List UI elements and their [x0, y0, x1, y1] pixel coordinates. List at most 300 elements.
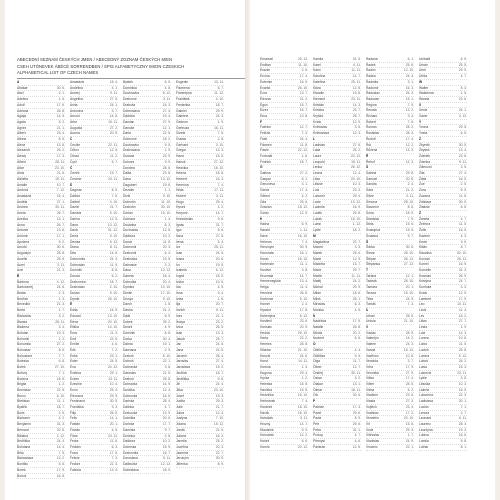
name-text: Bibiána: [17, 433, 28, 438]
name-column: [366, 57, 414, 451]
name-text: Ladislava: [419, 399, 433, 404]
name-day-date: 6. 2.: [111, 273, 118, 278]
name-text: Olga: [313, 359, 320, 364]
name-text: Hlaváček: [260, 427, 274, 432]
name-day-date: 4. 8.: [164, 85, 171, 90]
name-text: Gedeon: [176, 119, 188, 124]
name-day-date: 6. 11.: [458, 416, 467, 421]
name-day-date: 11. 7.: [352, 359, 361, 364]
name-day-date: 21. 7.: [109, 205, 118, 210]
name-text: Lukrecie: [419, 370, 432, 375]
name-day-date: 17. 5.: [109, 450, 118, 455]
name-text: Dalibožka: [123, 462, 138, 467]
name-text: D: [70, 182, 73, 187]
name-text: Vojtěch: [366, 404, 377, 409]
name-day-date: 10. 11.: [457, 302, 467, 307]
name-day-date: 14. 11.: [298, 359, 308, 364]
name-day-date: 6. 10.: [56, 393, 65, 398]
name-text: Adelina: [17, 97, 28, 102]
name-text: Gerda: [260, 188, 270, 193]
name-text: Herta: [260, 336, 269, 341]
name-text: Fabiola: [70, 467, 81, 472]
name-text: Izabela: [176, 268, 187, 273]
name-text: O: [313, 342, 316, 347]
name-day-date: 5. 6.: [217, 228, 224, 233]
name-text: H: [260, 216, 263, 221]
name-text: Lenka: [313, 165, 322, 170]
name-text: Bořivoj: [17, 370, 28, 375]
name-day-date: 13. 9.: [162, 410, 171, 415]
name-text: Z: [419, 136, 422, 141]
name-text: Doubravko: [123, 142, 139, 147]
name-day-date: 13. 12.: [107, 222, 118, 227]
name-day-date: 28. 4.: [458, 422, 467, 426]
name-day-date: [466, 137, 467, 142]
name-text: Dimitri: [123, 291, 133, 296]
name-text: Lydie: [419, 376, 427, 381]
name-day-date: 1. 2.: [58, 382, 65, 387]
name-text: Duchoslav: [123, 228, 139, 233]
name-text: Wanda: [419, 96, 430, 101]
name-text: Květoslava: [313, 131, 330, 136]
name-text: Doroslava: [123, 456, 138, 461]
name-text: Hyacint: [260, 307, 271, 312]
name-day-date: 29. 10.: [297, 330, 308, 335]
name-text: Eugenie: [176, 80, 189, 84]
name-column: [176, 80, 224, 479]
name-text: Štěpán: [366, 256, 377, 261]
name-day-date: 26. 10.: [107, 296, 118, 301]
name-text: Boleslav: [17, 359, 30, 364]
name-text: Hošek: [260, 439, 270, 444]
name-text: Lev: [419, 313, 425, 318]
name-text: Blahoslav: [17, 313, 32, 318]
name-day-date: 18. 5.: [56, 376, 65, 381]
name-day-date: 25. 2.: [162, 319, 171, 324]
name-day-date: 11. 12.: [214, 91, 224, 96]
name-day-date: 15. 6.: [405, 422, 414, 426]
list-headings: [17, 57, 245, 77]
name-text: Dorka: [123, 336, 132, 341]
name-text: Drahoň: [123, 376, 134, 381]
name-text: Štěpánka: [366, 262, 380, 267]
name-day-date: 26. 9.: [458, 273, 467, 278]
name-text: Valerie: [366, 342, 377, 347]
name-day-date: 3. 8.: [301, 268, 308, 273]
name-day-date: [466, 211, 467, 216]
name-day-date: 18. 7.: [109, 279, 118, 284]
name-text: Bohumila: [17, 342, 31, 347]
name-text: Lída: [313, 188, 320, 193]
name-day-date: 15. 4.: [109, 80, 118, 84]
name-text: Michal: [313, 285, 323, 290]
name-day-date: 3. 6.: [164, 365, 171, 370]
name-day-date: 28. 10.: [403, 250, 414, 255]
name-text: Herbert: [176, 176, 187, 181]
name-day-date: 20. 3.: [162, 245, 171, 250]
name-text: Hynka: [260, 376, 270, 381]
name-text: Sabina: [366, 171, 377, 176]
name-text: Antonína: [70, 108, 84, 113]
name-day-date: 9. 7.: [164, 427, 171, 432]
name-text: Milan: [313, 290, 321, 295]
name-text: Ž: [419, 210, 422, 215]
name-text: Veronika: [366, 370, 379, 375]
name-day-date: 6. 5.: [460, 131, 467, 136]
name-day-date: 13. 2.: [405, 108, 414, 113]
name-day-date: 5. 4.: [217, 239, 224, 244]
name-day-date: 16. 8.: [56, 473, 65, 478]
name-text: Agnes: [17, 125, 27, 130]
name-text: L: [313, 136, 316, 141]
name-text: Dalimil: [70, 199, 80, 204]
name-day-date: 9. 8.: [217, 376, 224, 381]
name-day-date: 28. 8.: [56, 251, 65, 256]
name-day-date: 9. 9.: [301, 427, 308, 432]
name-text: Blanka: [17, 319, 28, 324]
name-text: Dalik: [123, 313, 131, 318]
name-text: Hermes: [260, 342, 272, 347]
name-day-date: 30. 9.: [299, 245, 308, 250]
name-text: Darina: [70, 216, 80, 221]
name-text: Irena: [176, 239, 184, 244]
name-text: Genoveva: [260, 182, 276, 187]
name-text: Xenie: [419, 108, 428, 113]
name-day-date: 17. 4.: [405, 136, 414, 141]
name-text: Havel: [260, 233, 269, 238]
name-day-date: 24. 3.: [405, 342, 414, 347]
name-text: Gabriel: [176, 108, 187, 113]
name-text: Ezechiel: [70, 382, 83, 387]
name-text: Karolína: [313, 74, 326, 79]
name-day-date: 22. 2.: [299, 336, 308, 341]
name-text: Čeněk: [70, 171, 80, 176]
name-day-date: 19. 3.: [215, 393, 224, 398]
name-day-date: 1. 2.: [301, 376, 308, 381]
name-day-date: 16. 1.: [299, 250, 308, 255]
name-day-date: 1. 6.: [217, 296, 224, 301]
right-name-columns: [260, 57, 467, 451]
name-day-date: 14. 3.: [352, 102, 361, 107]
name-day-date: 20. 3.: [215, 445, 224, 449]
name-text: Vítězslav: [366, 433, 380, 438]
name-day-date: 24. 4.: [215, 382, 224, 387]
name-text: Klaudius: [419, 250, 432, 255]
name-day-date: 13. 1.: [352, 382, 361, 387]
name-day-date: 15. 5.: [405, 228, 414, 233]
name-text: Andělina: [70, 85, 83, 90]
name-text: Bohumil: [17, 336, 29, 341]
name-text: Adriana: [17, 108, 29, 113]
name-text: Dalibor: [70, 194, 81, 199]
name-day-date: 31. 1.: [352, 427, 361, 432]
name-day-date: 27. 7.: [458, 319, 467, 324]
name-day-date: [360, 234, 361, 239]
name-text: Jasmína: [176, 450, 189, 455]
name-text: Inéz: [176, 313, 183, 318]
name-day-date: 4. 11.: [352, 62, 361, 67]
name-day-date: 20. 7.: [215, 302, 224, 307]
name-day-date: 23. 11.: [351, 96, 361, 101]
name-text: Libuše: [313, 182, 323, 187]
name-day-date: 6. 5.: [460, 57, 467, 61]
name-day-date: 19. 1.: [162, 342, 171, 347]
name-text: Růžena: [366, 148, 378, 153]
name-day-date: 29. 9.: [352, 285, 361, 290]
name-day-date: 14. 10.: [107, 325, 118, 330]
name-text: Ilona: [176, 233, 184, 238]
name-day-date: 29. 9.: [215, 108, 224, 113]
name-day-date: 8. 8.: [164, 330, 171, 335]
name-text: Arnošt: [17, 245, 27, 250]
name-day-date: 5. 10.: [109, 211, 118, 216]
name-text: Jitřenka: [176, 462, 188, 467]
name-day-date: 11. 3.: [109, 330, 118, 335]
name-text: Hieronym: [260, 245, 275, 250]
name-day-date: 10. 8.: [458, 336, 467, 341]
name-text: Ludmila: [313, 205, 325, 210]
name-day-date: 10. 8.: [299, 114, 308, 119]
name-day-date: 19. 5.: [162, 256, 171, 261]
name-text: Dalmacie: [123, 262, 137, 267]
name-text: Felix: [70, 416, 77, 421]
name-text: Angelika: [70, 97, 83, 102]
name-text: Kosmas: [419, 273, 431, 278]
name-day-date: 16. 10.: [297, 233, 308, 238]
name-day-date: 18. 8.: [299, 382, 308, 387]
name-text: Flóra: [70, 433, 78, 438]
name-text: Dionýz: [123, 296, 134, 301]
name-text: Žaneta: [419, 216, 430, 221]
name-text: Fridrich: [260, 159, 271, 164]
name-day-date: 21. 2.: [405, 188, 414, 193]
name-text: Yvona: [419, 125, 429, 130]
name-day-date: 9. 3.: [111, 405, 118, 410]
name-day-date: 15. 5.: [458, 228, 467, 233]
name-text: Ezra: [260, 91, 267, 96]
name-day-date: 13. 3.: [405, 148, 414, 153]
name-day-date: 12. 1.: [162, 125, 171, 130]
name-day-date: 1. 8.: [164, 302, 171, 307]
name-day-date: 11. 4.: [458, 307, 467, 312]
name-text: Božena: [17, 376, 29, 381]
name-text: Ladislav: [313, 142, 326, 147]
name-text: Daniela: [70, 211, 82, 216]
name-day-date: 6. 6.: [301, 439, 308, 444]
name-day-date: 9. 11.: [109, 91, 118, 96]
name-text: Bernard: [17, 427, 29, 432]
name-text: Svatava: [366, 233, 378, 238]
name-day-date: 10. 7.: [56, 182, 65, 187]
name-day-date: 26. 12.: [350, 165, 361, 170]
name-day-date: 9. 10.: [109, 291, 118, 296]
name-row: [366, 445, 414, 451]
name-text: Leona: [313, 171, 323, 176]
name-day-date: 22. 6.: [56, 387, 65, 392]
name-text: Dominik: [123, 330, 135, 335]
name-day-date: 22. 3.: [109, 462, 118, 467]
name-day-date: 3. 11.: [162, 97, 171, 102]
name-text: Zikmund: [419, 165, 432, 170]
name-text: Iveta: [176, 296, 184, 301]
name-text: Hortense: [260, 296, 274, 301]
name-text: Arnold: [70, 114, 80, 119]
name-text: Luisa: [419, 364, 427, 369]
name-day-date: 13. 7.: [299, 91, 308, 96]
name-day-date: 13. 11.: [108, 376, 118, 381]
name-text: Evarist: [260, 85, 271, 90]
name-day-date: 12. 9.: [352, 119, 361, 124]
name-day-date: 14. 6.: [109, 251, 118, 256]
name-text: Denisa: [70, 239, 81, 244]
name-text: Anastázie: [17, 194, 32, 199]
name-text: Petr: [313, 422, 320, 426]
name-day-date: 1. 9.: [460, 325, 467, 330]
name-text: Jozefína: [176, 445, 189, 449]
name-day-date: 26. 4.: [215, 353, 224, 358]
name-text: Otmar: [313, 387, 323, 392]
name-text: W: [419, 79, 423, 84]
name-text: Julie: [176, 405, 183, 410]
name-day-date: 23. 6.: [458, 96, 467, 101]
name-day-date: 30. 1.: [458, 399, 467, 404]
name-text: Dagmar: [70, 188, 82, 193]
name-day-date: 4. 4.: [354, 347, 361, 352]
name-text: Ivana: [176, 256, 185, 261]
name-day-date: 14. 4.: [56, 445, 65, 449]
name-day-date: 2. 5.: [460, 165, 467, 170]
name-day-date: 24. 4.: [56, 439, 65, 444]
name-text: Marek: [313, 250, 323, 255]
name-text: Eleonor: [260, 96, 272, 101]
name-text: Daroslav: [123, 370, 137, 375]
name-day-date: 12. 8.: [352, 85, 361, 90]
name-text: Lidmila: [419, 387, 430, 392]
name-text: Vlasta: [366, 399, 376, 404]
name-text: Dita: [70, 251, 76, 256]
name-day-date: 23. 4.: [405, 404, 414, 409]
name-day-date: 3. 7.: [111, 108, 118, 113]
name-text: Cyril: [70, 159, 77, 164]
name-text: P: [313, 399, 316, 404]
name-text: Hermenegilda: [260, 279, 281, 284]
name-text: Jaromír: [176, 353, 188, 358]
name-day-date: 27. 4.: [458, 171, 467, 176]
name-day-date: 30. 5.: [458, 199, 467, 204]
name-day-date: 27. 2.: [56, 342, 65, 347]
name-day-date: 6. 1.: [301, 176, 308, 181]
name-text: Bystřík: [17, 405, 28, 410]
name-day-date: 24. 1.: [458, 108, 467, 113]
name-text: Oskar: [313, 376, 322, 381]
name-day-date: 18. 7.: [299, 159, 308, 164]
name-day-date: 13. 7.: [352, 262, 361, 267]
name-day-date: 16. 7.: [162, 450, 171, 455]
name-day-date: 5. 2.: [58, 119, 65, 124]
name-day-date: 13. 8.: [56, 142, 65, 147]
name-day-date: 22. 3.: [458, 393, 467, 398]
name-day-date: 4. 7.: [354, 433, 361, 438]
name-text: Blahoslava: [17, 456, 34, 461]
name-text: Gilbert: [260, 193, 270, 198]
name-text: Miroslav: [313, 302, 326, 307]
name-day-date: 28. 2.: [405, 125, 414, 130]
name-text: Heřman: [260, 239, 272, 244]
name-day-date: 26. 7.: [56, 222, 65, 227]
name-day-date: 7. 6.: [407, 119, 414, 124]
name-text: Filomén: [260, 142, 272, 147]
name-text: Radoslav: [366, 91, 380, 96]
name-day-date: 4. 3.: [460, 233, 467, 238]
name-day-date: 24. 1.: [109, 102, 118, 107]
name-text: Damián: [123, 119, 135, 124]
name-text: Hana: [176, 154, 184, 159]
name-day-date: 29. 4.: [352, 193, 361, 198]
name-day-date: 29. 7.: [352, 268, 361, 273]
name-text: Lumíra: [419, 353, 430, 358]
name-day-date: 3. 8.: [460, 376, 467, 381]
name-text: Fabián: [70, 422, 81, 427]
name-text: Radek: [366, 62, 376, 67]
name-day-date: 19. 3.: [458, 427, 467, 432]
name-day-date: 19. 6.: [162, 182, 171, 187]
name-text: Radovan: [366, 96, 380, 101]
name-day-date: 23. 2.: [215, 319, 224, 324]
name-day-date: 4. 2.: [301, 193, 308, 198]
heading-rule: [17, 78, 245, 79]
name-text: Erna: [260, 114, 267, 119]
name-day-date: 11. 8.: [162, 239, 171, 244]
name-day-date: 18. 2.: [458, 313, 467, 318]
name-text: Jonáš: [176, 427, 185, 432]
name-day-date: [307, 165, 308, 170]
name-text: U: [366, 307, 369, 312]
name-row: [17, 474, 65, 480]
name-day-date: 3. 1.: [407, 79, 414, 84]
name-day-date: 14. 7.: [215, 211, 224, 216]
name-text: Filomena: [176, 85, 190, 90]
name-day-date: 7. 4.: [301, 399, 308, 404]
name-day-date: 27. 9.: [162, 119, 171, 124]
name-day-date: 9. 6.: [354, 353, 361, 358]
name-day-date: 20. 1.: [405, 285, 414, 290]
name-day-date: 1. 6.: [301, 153, 308, 158]
name-day-date: 29. 1.: [109, 370, 118, 375]
name-day-date: 23. 6.: [299, 319, 308, 324]
name-text: Dalibora: [123, 439, 136, 444]
name-day-date: 13. 4.: [299, 279, 308, 284]
name-text: Viktor: [366, 376, 375, 381]
name-text: Stela: [366, 222, 374, 227]
name-text: Alžběta: [17, 176, 28, 181]
name-text: Roman: [366, 125, 377, 130]
name-day-date: 3. 5.: [354, 125, 361, 130]
name-text: Lubomíra: [419, 393, 433, 398]
name-text: Irma: [176, 291, 183, 296]
name-text: Kilián: [419, 245, 428, 250]
name-text: Laurenc: [419, 422, 431, 426]
name-day-date: 2. 1.: [58, 91, 65, 96]
name-day-date: 12. 2.: [56, 456, 65, 461]
name-text: Drahuška: [123, 256, 138, 261]
name-text: Alfréd: [17, 159, 26, 164]
name-day-date: 17. 4.: [299, 188, 308, 193]
name-day-date: 25. 2.: [215, 439, 224, 444]
name-text: Harald: [260, 228, 270, 233]
name-text: Gertruda: [176, 125, 190, 130]
name-day-date: 7. 6.: [111, 194, 118, 199]
name-day-date: 11. 5.: [458, 342, 467, 347]
